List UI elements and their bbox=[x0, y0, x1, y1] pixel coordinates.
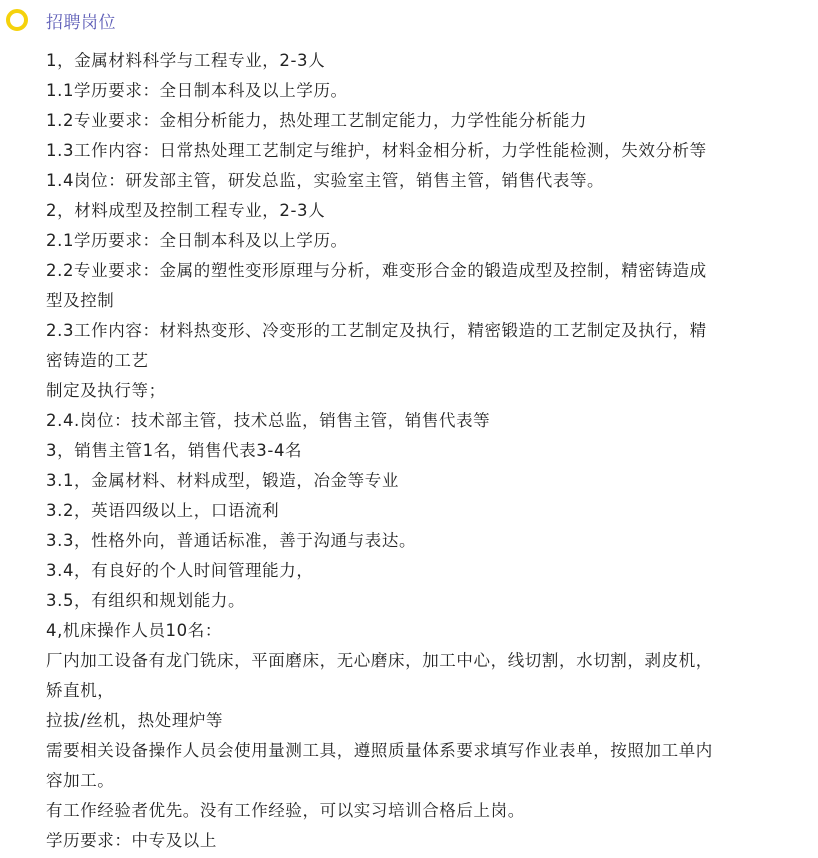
job-listing-content bbox=[46, 46, 808, 856]
section-header bbox=[6, 8, 116, 32]
text-line: 1.3工作内容：日常热处理工艺制定与维护，材料金相分析，力学性能检测，失效分析等 bbox=[46, 141, 707, 160]
text-line: 3，销售主管1名，销售代表3-4名 bbox=[46, 441, 303, 460]
text-line: 1.4岗位：研发部主管，研发总监，实验室主管，销售主管，销售代表等。 bbox=[46, 171, 605, 190]
text-line: 学历要求：中专及以上 bbox=[46, 831, 217, 850]
text-line: 3.3，性格外向，普通话标准，善于沟通与表达。 bbox=[46, 531, 417, 550]
text-line: 1，金属材料科学与工程专业，2-3人 bbox=[46, 51, 326, 70]
text-line: 2.1学历要求：全日制本科及以上学历。 bbox=[46, 231, 348, 250]
text-line: 2.3工作内容：材料热变形、冷变形的工艺制定及执行，精密锻造的工艺制定及执行，精 bbox=[46, 321, 707, 340]
text-line: 需要相关设备操作人员会使用量测工具，遵照质量体系要求填写作业表单，按照加工单内 bbox=[46, 741, 713, 760]
text-line: 3.4，有良好的个人时间管理能力， bbox=[46, 561, 314, 580]
text-line: 2.4.岗位：技术部主管，技术总监，销售主管，销售代表等 bbox=[46, 411, 491, 430]
text-line: 3.5，有组织和规划能力。 bbox=[46, 591, 246, 610]
text-line: 拉拔/丝机，热处理炉等 bbox=[46, 711, 224, 730]
text-line: 容加工。 bbox=[46, 771, 115, 790]
text-line: 矫直机， bbox=[46, 681, 115, 700]
text-line: 制定及执行等； bbox=[46, 381, 166, 400]
text-line: 1.1学历要求：全日制本科及以上学历。 bbox=[46, 81, 348, 100]
text-line: 2.2专业要求：金属的塑性变形原理与分析，难变形合金的锻造成型及控制，精密铸造成 bbox=[46, 261, 707, 280]
text-line: 4,机床操作人员10名： bbox=[46, 621, 222, 640]
text-line: 1.2专业要求：金相分析能力，热处理工艺制定能力，力学性能分析能力 bbox=[46, 111, 588, 130]
text-line: 2，材料成型及控制工程专业，2-3人 bbox=[46, 201, 326, 220]
text-line: 有工作经验者优先。没有工作经验，可以实习培训合格后上岗。 bbox=[46, 801, 525, 820]
section-title: 招聘岗位 bbox=[46, 12, 116, 33]
text-line: 3.1，金属材料、材料成型，锻造，冶金等专业 bbox=[46, 471, 399, 490]
circle-icon bbox=[6, 9, 28, 31]
text-line: 厂内加工设备有龙门铣床，平面磨床，无心磨床，加工中心，线切割，水切割，剥皮机， bbox=[46, 651, 713, 670]
text-line: 3.2，英语四级以上，口语流利 bbox=[46, 501, 280, 520]
text-line: 密铸造的工艺 bbox=[46, 351, 149, 370]
text-line: 型及控制 bbox=[46, 291, 115, 310]
